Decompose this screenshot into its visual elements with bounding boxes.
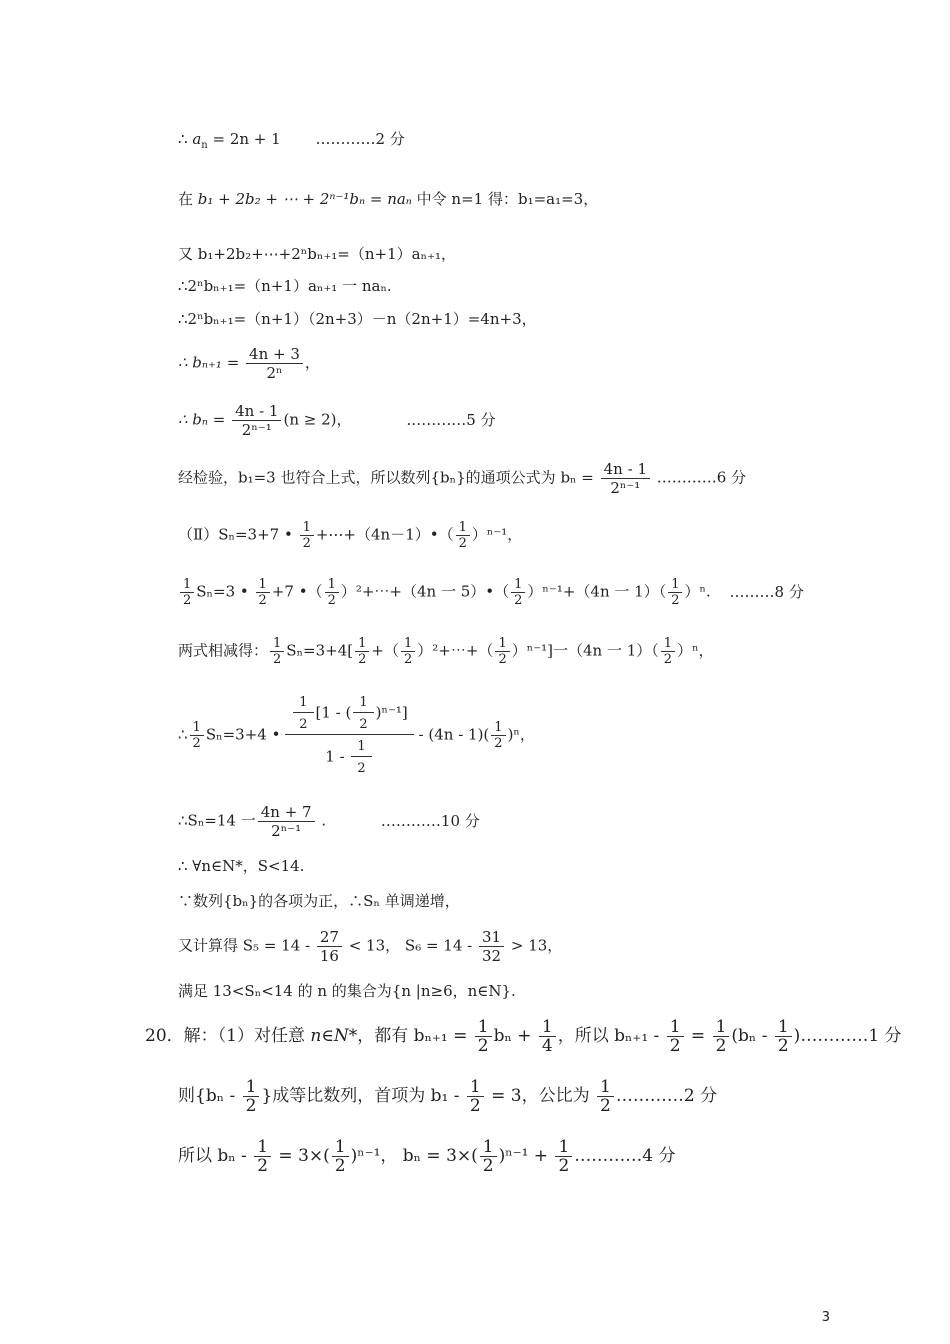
compound-fraction: $\frac{1}{2}$ [1 - ( $\frac{1}{2}$ )ⁿ⁻¹] 1 - $\frac{1}{2}$ [285,695,414,776]
line-14: ∴ ∀n∈N*，S<14. [178,857,305,875]
line-11: 两式相减得： $\frac{1}{2}$ Sₙ=3+4[ $\frac{1}{2}$ +（ $\frac{1}{2}$ ）²+⋯+（ $\frac{1}{2}$ ）ⁿ⁻¹]一（4n 一 1）（ $\frac{1}{2}$ ）ⁿ， [178,636,714,667]
line-12: ∴ $\frac{1}{2}$ Sₙ=3+4 • $\frac{1}{2}$ [1 - ( $\frac{1}{2}$ )ⁿ⁻¹] 1 - $\frac{1}{2}$ - (4n - 1)( $\frac{1}{2}$ )ⁿ， [178,695,535,776]
line-7: ∴ bₙ = $\frac{4n - 1}{\text{2ⁿ⁻¹}}$ (n ≥ 2)， …………5 分 [178,402,496,439]
line-18: 20．解：（1）对任意 n∈N*，都有 bₙ₊₁ = $\frac{1}{2}$ bₙ + $\frac{1}{4}$ ，所以 bₙ₊₁ - $\frac{1}{2}$ = $\frac{1}{2}$ (bₙ - $\frac{1}{2}$ )…………1 分 [145,1017,902,1056]
line-10: $\frac{1}{2}$ Sₙ=3 • $\frac{1}{2}$ +7 •（ $\frac{1}{2}$ ）²+⋯+（4n 一 5）•（ $\frac{1}{2}$ ）ⁿ⁻¹+（4n 一 1）（ $\frac{1}{2}$ ）ⁿ. ………8 分 [178,577,804,608]
line-19: 则{bₙ - $\frac{1}{2}$ }成等比数列，首项为 b₁ - $\frac{1}{2}$ = 3，公比为 $\frac{1}{2}$ …………2 分 [178,1077,718,1116]
line-17: 满足 13<Sₙ<14 的 n 的集合为{n |n≥6，n∈N}. [178,982,516,1000]
line-1: ∴ $a_n = 2n + 1$ …………2 分 [178,130,405,151]
line-9: （Ⅱ）Sₙ=3+7 • $\frac{1}{2}$ +⋯+（4n－1）•（ $\frac{1}{2}$ ）ⁿ⁻¹， [178,520,523,551]
line-5: ∴2ⁿbₙ₊₁=（n+1）（2n+3）－n（2n+1）=4n+3， [178,310,537,328]
line-15: ∵数列{bₙ}的各项为正，∴Sₙ 单调递增， [178,892,460,910]
line-13: ∴Sₙ=14 一 $\frac{4n + 7}{\text{2ⁿ⁻¹}}$ . …………10 分 [178,803,480,840]
line-16: 又计算得 S₅ = 14 - $\frac{27}{16}$ < 13， S₆ = 14 - $\frac{31}{32}$ > 13， [178,928,563,965]
line-20: 所以 bₙ - $\frac{1}{2}$ = 3×( $\frac{1}{2}$ )ⁿ⁻¹， bₙ = 3×( $\frac{1}{2}$ )ⁿ⁻¹ + $\frac{1}{2}$ …………4 分 [178,1137,676,1176]
line-3: 又 b₁+2b₂+⋯+2ⁿbₙ₊₁=（n+1）aₙ₊₁， [178,245,457,263]
line-8: 经检验，b₁=3 也符合上式，所以数列{bₙ}的通项公式为 bₙ = $\frac{4n - 1}{\text{2ⁿ⁻¹}}$ …………6 分 [178,460,747,497]
line-6: ∴ bₙ₊₁ = $\frac{4n + 3}{\text{2ⁿ}}$ ， [178,345,320,382]
line-4: ∴2ⁿbₙ₊₁=（n+1）aₙ₊₁ 一 naₙ. [178,277,392,295]
line-2: 在 b₁ + 2b₂ + ⋯ + 2ⁿ⁻¹bₙ = naₙ 中令 n=1 得：b₁=a₁=3， [178,190,599,208]
page-number: 3 [821,1310,830,1325]
